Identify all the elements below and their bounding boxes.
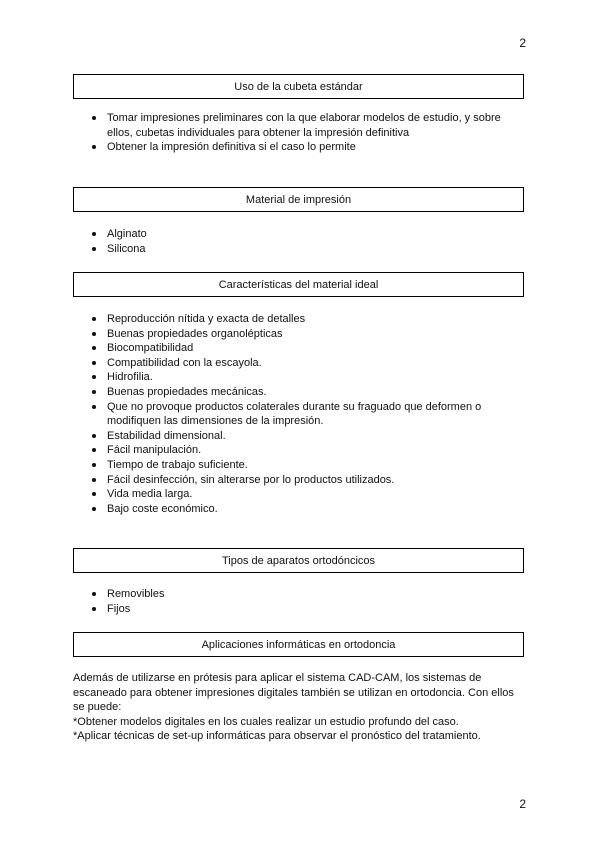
list-item: Compatibilidad con la escayola. (73, 356, 524, 371)
list-item: Alginato (73, 227, 524, 242)
list-item: Tomar impresiones preliminares con la que elaborar modelos de estudio, y sobre ellos, cubetas individuales para obtener la impresión definitiva (73, 111, 524, 140)
list-item: Fácil desinfección, sin alterarse por lo productos utilizados. (73, 473, 524, 488)
paragraph: *Aplicar técnicas de set-up informáticas para observar el pronóstico del tratamiento. (73, 730, 481, 743)
list-item: Vida media larga. (73, 487, 524, 502)
section-heading-caracteristicas: Características del material ideal (73, 272, 524, 297)
section-heading-aparatos: Tipos de aparatos ortodóncicos (73, 548, 524, 573)
section-heading-aplicaciones: Aplicaciones informáticas en ortodoncia (73, 632, 524, 657)
list-item: Biocompatibilidad (73, 341, 524, 356)
list-item: Fijos (73, 602, 524, 617)
list-item: Buenas propiedades mecánicas. (73, 385, 524, 400)
paragraph: Además de utilizarse en prótesis para aplicar el sistema CAD-CAM, los sistemas de escaneado para obtener impresiones digitales también se utilizan en ortodoncia. Con ellos se puede: (73, 672, 514, 714)
list-item: Estabilidad dimensional. (73, 429, 524, 444)
list-item: Buenas propiedades organolépticas (73, 327, 524, 342)
section-heading-material: Material de impresión (73, 187, 524, 212)
list-item: Reproducción nítida y exacta de detalles (73, 312, 524, 327)
list-item: Obtener la impresión definitiva si el caso lo permite (73, 140, 524, 155)
section-heading-cubeta: Uso de la cubeta estándar (73, 74, 524, 99)
list-cubeta (73, 111, 524, 155)
list-item: Silicona (73, 242, 524, 257)
list-item: Hidrofilia. (73, 370, 524, 385)
paragraph: *Obtener modelos digitales en los cuales realizar un estudio profundo del caso. (73, 715, 459, 728)
list-item: Tiempo de trabajo suficiente. (73, 458, 524, 473)
list-item: Fácil manipulación. (73, 443, 524, 458)
list-item: Removibles (73, 587, 524, 602)
page-number-bottom: 2 (519, 797, 526, 811)
list-caracteristicas (73, 312, 524, 516)
list-item: Bajo coste económico. (73, 502, 524, 517)
list-aparatos (73, 587, 524, 616)
aplicaciones-text (73, 671, 528, 744)
list-material (73, 227, 524, 256)
list-item: Que no provoque productos colaterales durante su fraguado que deformen o modifiquen las dimensiones de la impresión. (73, 400, 524, 429)
page-number-top: 2 (519, 36, 526, 50)
